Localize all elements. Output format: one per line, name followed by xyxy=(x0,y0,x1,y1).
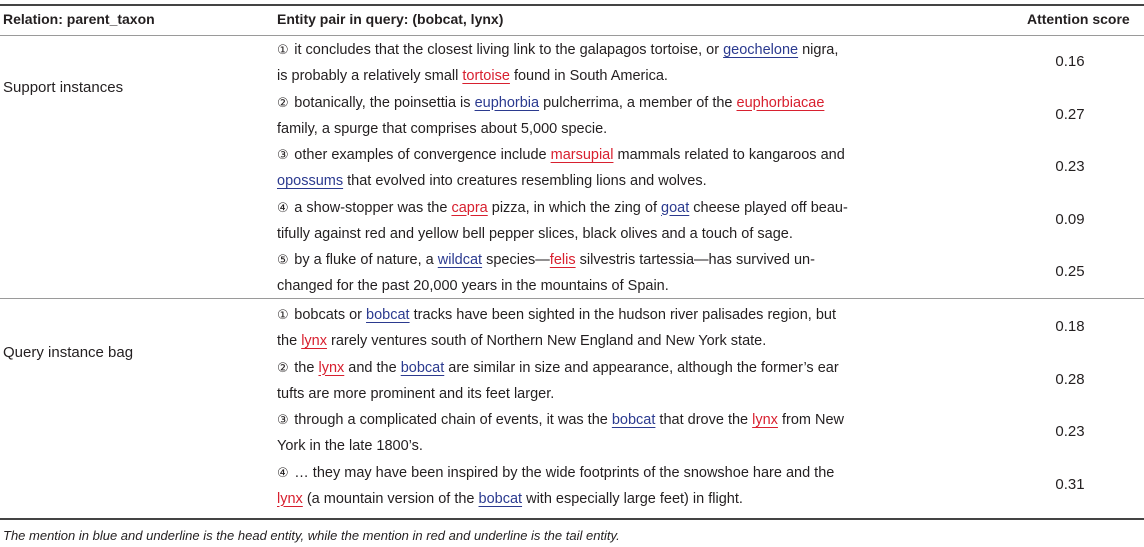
query-sentence xyxy=(277,355,877,407)
support-attention-score: 0.16 xyxy=(1055,53,1085,70)
sentence-line xyxy=(277,381,877,407)
sentence-text: changed for the past 20,000 years in the mountains of Spain. xyxy=(277,278,669,294)
sentence-text: other examples of convergence include xyxy=(294,147,551,163)
sentence-text: pulcherrima, a member of the xyxy=(539,94,737,111)
sentence-text: York in the late 1800’s. xyxy=(277,438,423,454)
sentence-text: it concludes that the closest living link to the galapagos tortoise, or xyxy=(294,42,724,58)
sentence-text: rarely ventures south of Northern New England and New York state. xyxy=(326,333,767,349)
sentence-text: from New xyxy=(777,412,845,428)
sentence-number: ② xyxy=(277,94,293,110)
query-instance-bag-label: Query instance bag xyxy=(3,344,134,361)
sentence-line xyxy=(277,302,877,328)
header-attention-score: Attention score xyxy=(1027,11,1130,27)
support-attention-score: 0.25 xyxy=(1055,263,1085,280)
bottom-rule xyxy=(0,518,1144,520)
query-sentence xyxy=(277,460,877,512)
tail-entity-mention: marsupial xyxy=(550,147,614,163)
head-entity-mention: wildcat xyxy=(437,252,483,268)
sentence-number: ③ xyxy=(277,412,293,427)
sentence-number: ④ xyxy=(277,199,293,215)
sentence-text: species— xyxy=(482,252,550,268)
query-attention-score: 0.28 xyxy=(1055,370,1085,388)
support-instances-label: Support instances xyxy=(3,79,124,96)
support-sentence xyxy=(277,195,877,247)
sentence-text: that drove the xyxy=(655,412,753,428)
tail-entity-mention: lynx xyxy=(318,359,345,376)
query-sentence xyxy=(277,407,877,459)
sentence-text: tracks have been sighted in the hudson river palisades region, but xyxy=(409,307,836,323)
sentence-line xyxy=(277,247,877,273)
sentence-text: and the xyxy=(344,359,401,376)
tail-entity-mention: lynx xyxy=(752,412,778,428)
header-entity-pair: Entity pair in query: (bobcat, lynx) xyxy=(277,11,504,27)
head-entity-mention: bobcat xyxy=(478,490,523,507)
head-entity-mention: geochelone xyxy=(723,42,799,58)
sentence-text: mammals related to kangaroos and xyxy=(613,147,845,163)
sentence-line xyxy=(277,273,877,299)
sentence-line xyxy=(277,90,877,116)
section-rule xyxy=(0,298,1144,299)
sentence-text: through a complicated chain of events, it was the xyxy=(294,412,612,428)
tail-entity-mention: lynx xyxy=(277,490,303,507)
sentence-text: silvestris tartessia—has survived un- xyxy=(575,252,815,268)
head-entity-mention: goat xyxy=(661,199,690,216)
sentence-text: is probably a relatively small xyxy=(277,68,463,84)
top-rule xyxy=(0,4,1144,6)
head-entity-mention: bobcat xyxy=(611,412,656,428)
support-sentence xyxy=(277,142,877,194)
sentence-text: the xyxy=(277,333,302,349)
query-attention-score: 0.31 xyxy=(1055,475,1085,493)
head-entity-mention: bobcat xyxy=(400,359,445,376)
support-sentence xyxy=(277,247,877,299)
sentence-text: a show-stopper was the xyxy=(294,199,452,216)
sentence-line xyxy=(277,221,877,247)
sentence-line xyxy=(277,168,877,194)
tail-entity-mention: euphorbiacae xyxy=(736,94,825,111)
sentence-line xyxy=(277,355,877,381)
header-relation: Relation: parent_taxon xyxy=(3,11,155,27)
sentence-text: are similar in size and appearance, although the former’s ear xyxy=(444,359,839,376)
sentence-text: tifully against red and yellow bell pepper slices, black olives and a touch of sage. xyxy=(277,225,793,242)
query-attention-score: 0.18 xyxy=(1055,318,1085,335)
sentence-text: that evolved into creatures resembling lions and wolves. xyxy=(343,173,707,189)
sentence-text: found in South America. xyxy=(509,68,668,84)
sentence-text: cheese played off beau- xyxy=(689,199,848,216)
header-rule xyxy=(0,35,1144,36)
sentence-number: ① xyxy=(277,42,293,57)
sentence-text: family, a spurge that comprises about 5,000 specie. xyxy=(277,120,608,137)
sentence-text: (a mountain version of the xyxy=(302,490,479,507)
sentence-text: botanically, the poinsettia is xyxy=(294,94,475,111)
sentence-line xyxy=(277,460,877,486)
tail-entity-mention: tortoise xyxy=(462,68,510,84)
sentence-number: ③ xyxy=(277,147,293,162)
tail-entity-mention: capra xyxy=(451,199,488,216)
support-sentence xyxy=(277,90,877,142)
sentence-line xyxy=(277,328,877,354)
sentence-text: bobcats or xyxy=(294,307,367,323)
sentence-line xyxy=(277,63,877,89)
sentence-number: ⑤ xyxy=(277,252,293,267)
sentence-text: by a fluke of nature, a xyxy=(294,252,438,268)
sentence-line xyxy=(277,142,877,168)
sentence-line xyxy=(277,407,877,433)
sentence-number: ② xyxy=(277,359,293,375)
support-sentence xyxy=(277,37,877,89)
sentence-line xyxy=(277,195,877,221)
head-entity-mention: euphorbia xyxy=(474,94,540,111)
query-sentence xyxy=(277,302,877,354)
support-attention-score: 0.09 xyxy=(1055,210,1085,228)
tail-entity-mention: lynx xyxy=(301,333,327,349)
sentence-text: the xyxy=(294,359,319,376)
sentence-number: ④ xyxy=(277,464,293,480)
sentence-text: tufts are more prominent and its feet larger. xyxy=(277,385,555,402)
query-attention-score: 0.23 xyxy=(1055,423,1085,440)
sentence-text: … they may have been inspired by the wide footprints of the snowshoe hare and the xyxy=(294,464,835,481)
head-entity-mention: opossums xyxy=(277,173,344,189)
sentence-line xyxy=(277,37,877,63)
sentence-line xyxy=(277,433,877,459)
sentence-text: with especially large feet) in flight. xyxy=(522,490,743,507)
sentence-line xyxy=(277,116,877,142)
support-attention-score: 0.23 xyxy=(1055,158,1085,175)
sentence-number: ① xyxy=(277,307,293,322)
tail-entity-mention: felis xyxy=(549,252,576,268)
head-entity-mention: bobcat xyxy=(366,307,410,323)
table-footnote: The mention in blue and underline is the head entity, while the mention in red and underline is the tail entity. xyxy=(3,528,620,543)
sentence-text: pizza, in which the zing of xyxy=(487,199,662,216)
sentence-line xyxy=(277,486,877,512)
sentence-text: nigra, xyxy=(798,42,839,58)
support-attention-score: 0.27 xyxy=(1055,105,1085,123)
